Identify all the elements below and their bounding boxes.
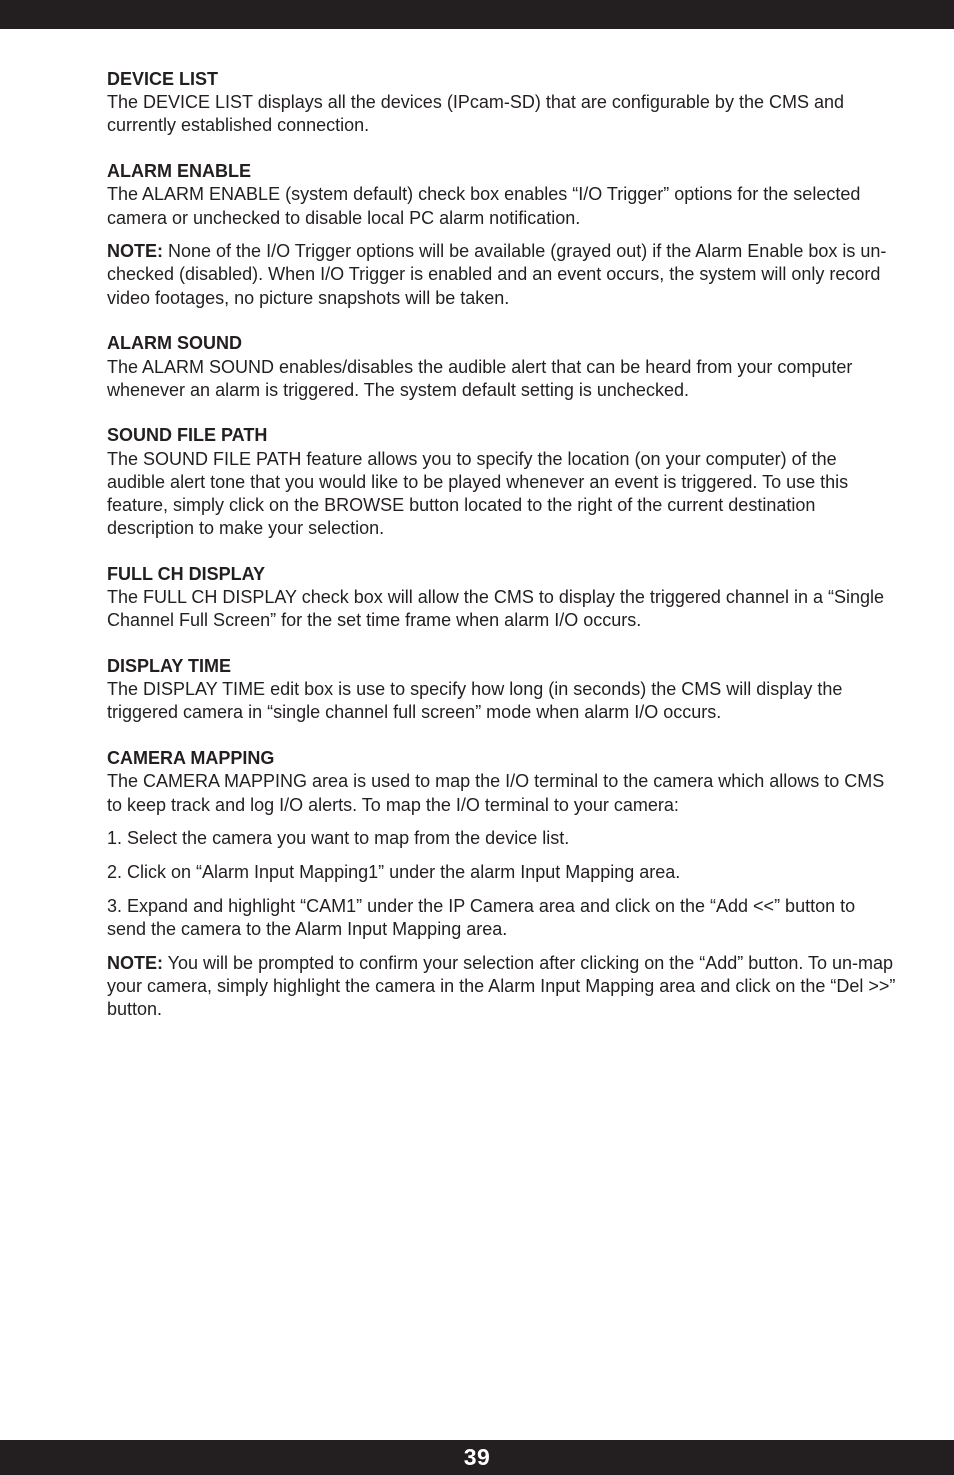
top-header-bar bbox=[0, 0, 954, 29]
note-paragraph bbox=[107, 952, 897, 1022]
section-body: The DISPLAY TIME edit box is use to specify how long (in seconds) the CMS will display the triggered camera in “single channel full screen” mode when alarm I/O occurs. bbox=[107, 679, 843, 723]
note-text: None of the I/O Trigger options will be available (grayed out) if the Alarm Enable box is un-checked (disabled). When I/O Trigger is enabled and an event occurs, the system will only record video footages, no picture snapshots will be taken. bbox=[107, 241, 887, 308]
list-item: 3. Expand and highlight “CAM1” under the IP Camera area and click on the “Add <<” button to send the camera to the Alarm Input Mapping area. bbox=[107, 895, 856, 939]
list-item: 1. Select the camera you want to map from the device list. bbox=[107, 828, 570, 849]
section-heading: DEVICE LIST bbox=[107, 69, 219, 89]
camera-mapping-steps bbox=[107, 827, 897, 941]
section-body: The ALARM SOUND enables/disables the audible alert that can be heard from your computer whenever an alarm is triggered. The system default setting is unchecked. bbox=[107, 356, 853, 400]
section-heading: SOUND FILE PATH bbox=[107, 425, 268, 446]
page-number: 39 bbox=[463, 1444, 491, 1470]
section-camera-mapping bbox=[107, 747, 897, 817]
section-heading: FULL CH DISPLAY bbox=[107, 563, 266, 584]
section-body: The CAMERA MAPPING area is used to map the I/O terminal to the camera which allows to CMS to keep track and log I/O alerts. To map the I/O terminal to your camera: bbox=[107, 771, 885, 815]
list-item: 2. Click on “Alarm Input Mapping1” under the alarm Input Mapping area. bbox=[107, 861, 681, 882]
section-heading: ALARM ENABLE bbox=[107, 161, 251, 182]
section-body: The SOUND FILE PATH feature allows you to specify the location (on your computer) of the audible alert tone that you would like to be played whenever an event is triggered. To use this feature, simply click on the BROWSE button located to the right of the current destination description to make your selection. bbox=[107, 448, 849, 539]
section-body: The ALARM ENABLE (system default) check box enables “I/O Trigger” options for the selected camera or unchecked to disable local PC alarm notification. bbox=[107, 184, 861, 228]
section-sound-file-path bbox=[107, 424, 897, 540]
section-alarm-enable bbox=[107, 160, 897, 230]
section-display-time bbox=[107, 655, 897, 725]
manual-page-content bbox=[107, 68, 897, 1044]
note-alarm-enable bbox=[107, 240, 897, 310]
note-text: You will be prompted to confirm your selection after clicking on the “Add” button. To un-map your camera, simply highlight the camera in the Alarm Input Mapping area and click on the “Del >>” button. bbox=[107, 952, 896, 1019]
section-device-list bbox=[107, 68, 897, 138]
note-camera-mapping bbox=[107, 952, 897, 1022]
section-full-ch-display bbox=[107, 563, 897, 633]
footer-bar bbox=[0, 1440, 954, 1475]
section-heading: DISPLAY TIME bbox=[107, 656, 232, 677]
section-body: The FULL CH DISPLAY check box will allow the CMS to display the triggered channel in a “Single Channel Full Screen” for the set time frame when alarm I/O occurs. bbox=[107, 587, 885, 631]
note-label: NOTE: bbox=[107, 952, 163, 973]
section-heading: CAMERA MAPPING bbox=[107, 748, 275, 769]
section-alarm-sound bbox=[107, 332, 897, 402]
note-paragraph bbox=[107, 240, 897, 310]
section-heading: ALARM SOUND bbox=[107, 333, 242, 354]
note-label: NOTE: bbox=[107, 241, 163, 262]
section-body: The DEVICE LIST displays all the devices (IPcam-SD) that are configurable by the CMS and currently established connection. bbox=[107, 92, 844, 136]
